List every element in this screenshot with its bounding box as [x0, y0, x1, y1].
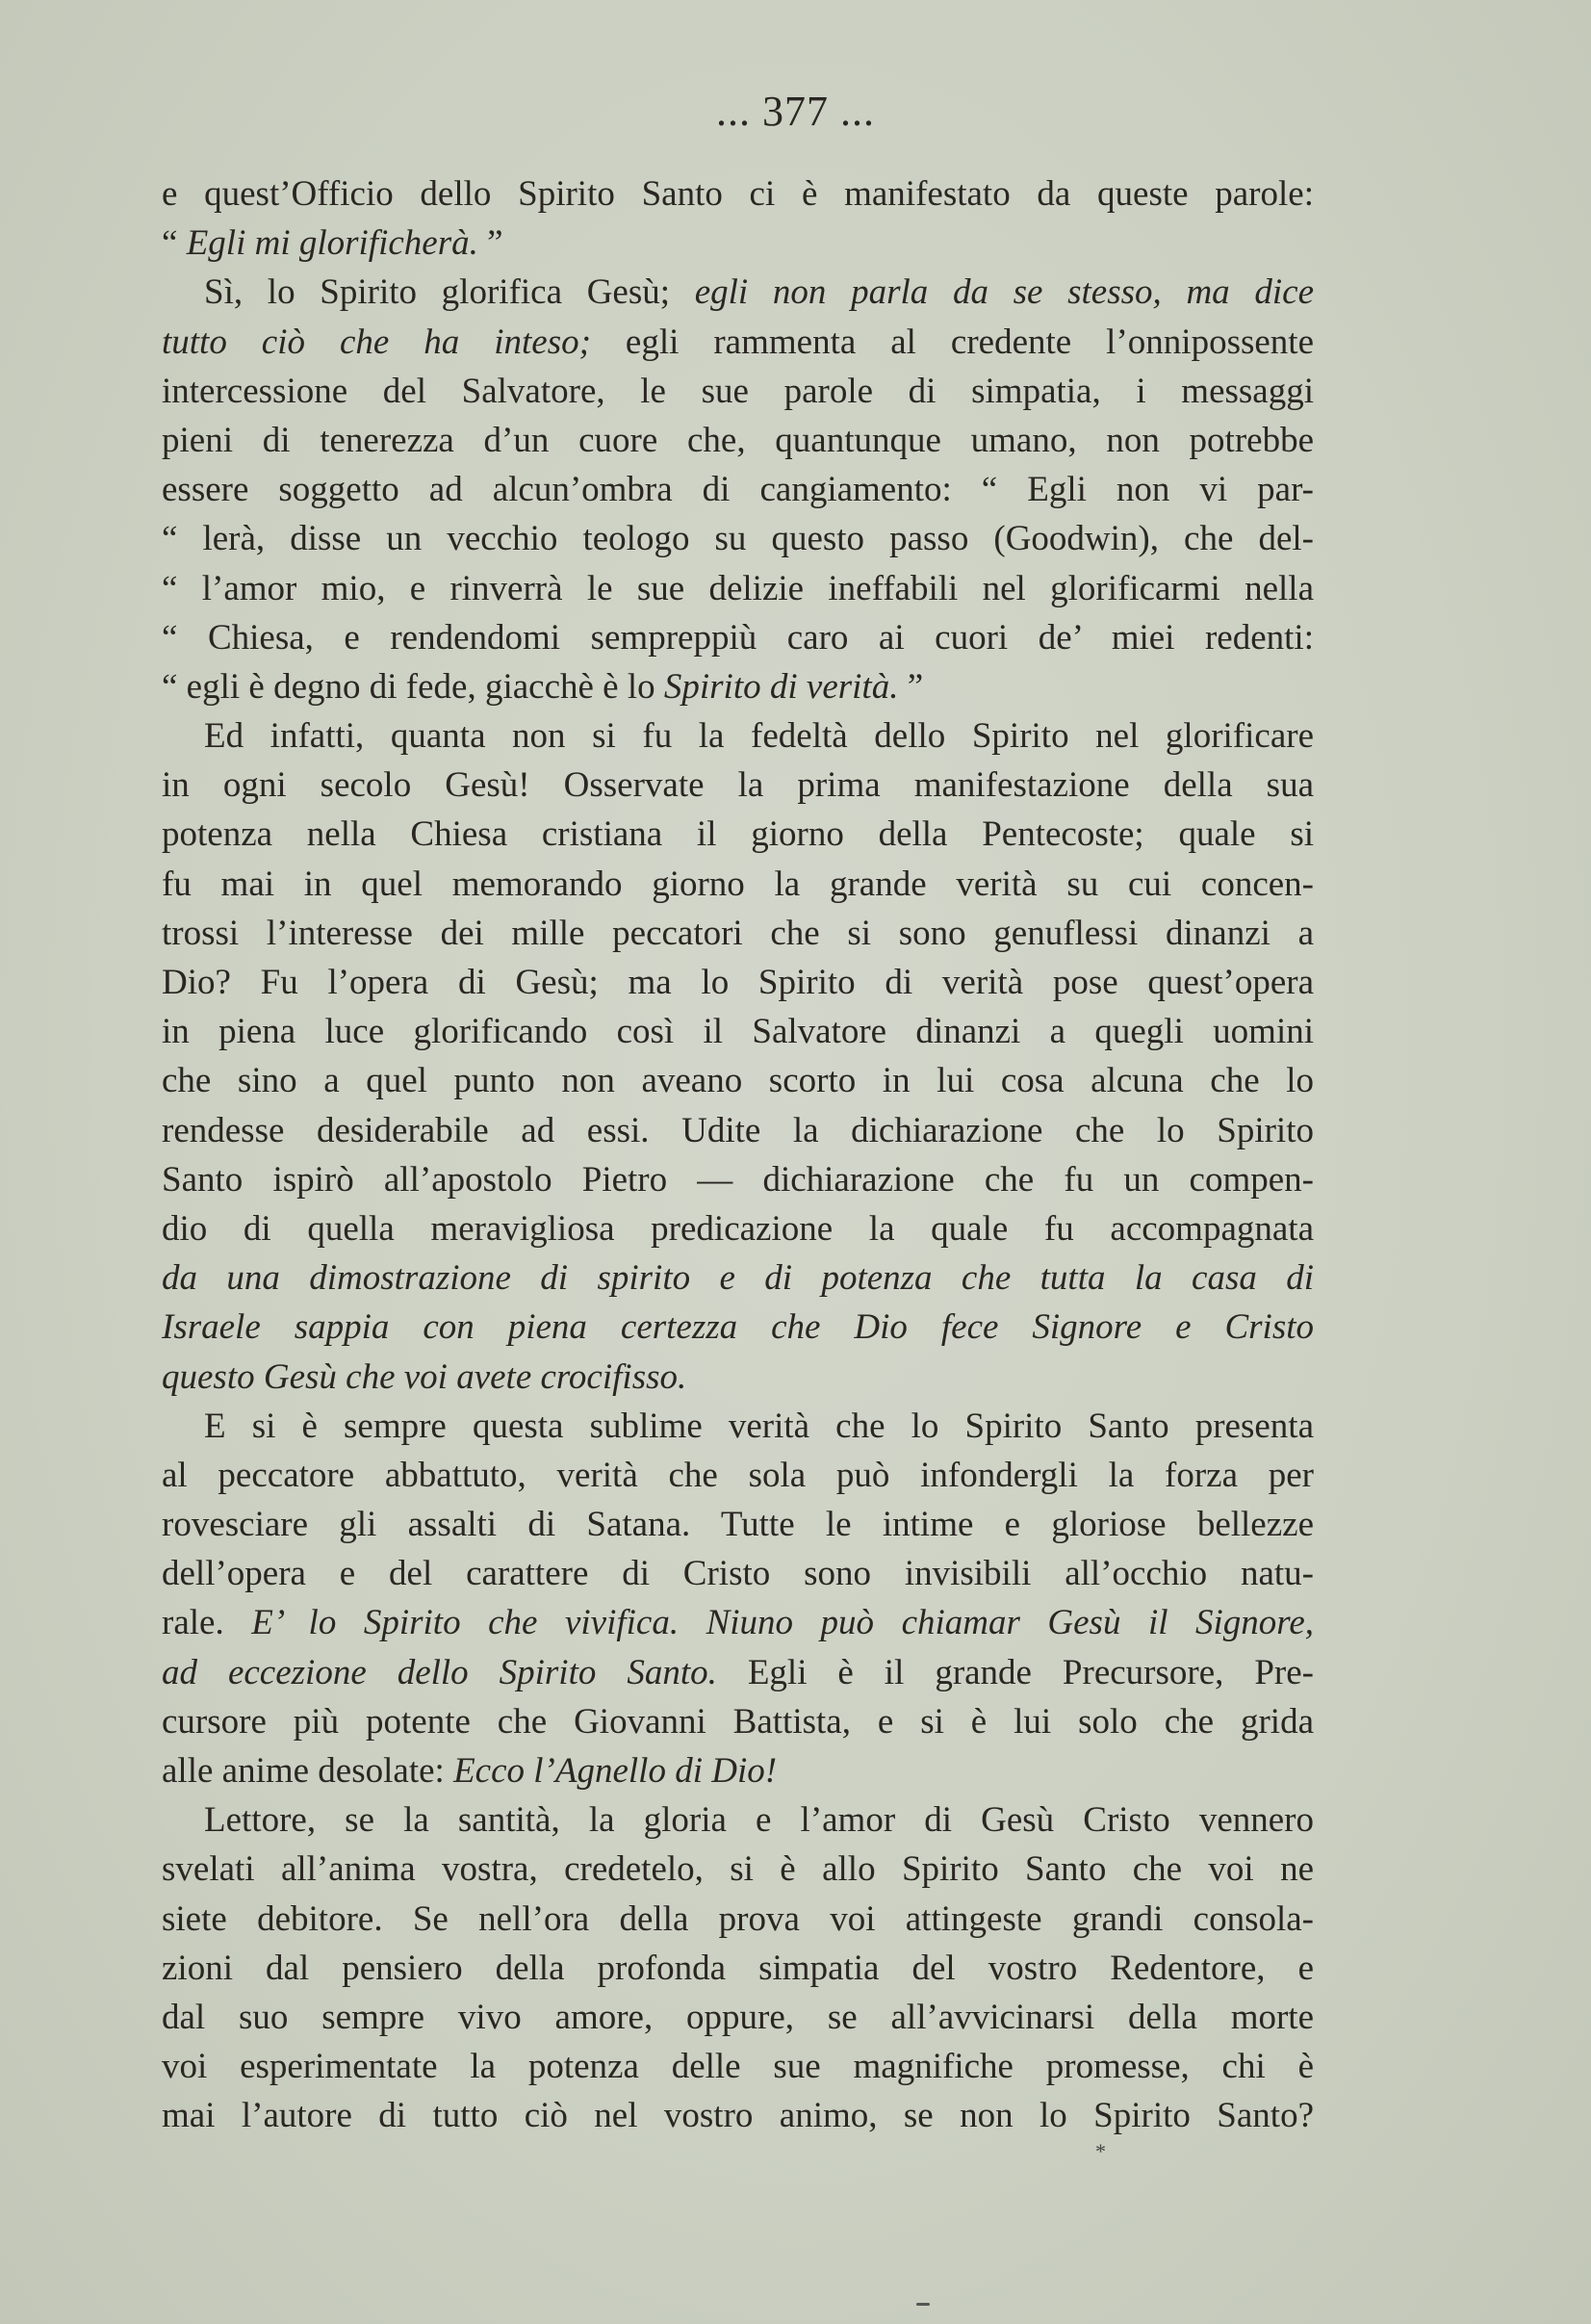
text-segment: dio di quella meravigliosa predicazione la quale fu accompagnata: [162, 1208, 1314, 1249]
text-segment: “ egli è degno di fede, giacchè è lo: [162, 666, 664, 707]
text-line: [162, 169, 1314, 219]
text-segment: essere soggetto ad alcun’ombra di cangiamento: “ Egli non vi par-: [162, 470, 1314, 510]
text-segment: rale.: [162, 1603, 252, 1643]
text-line: [162, 1303, 1314, 1352]
text-line: [162, 564, 1314, 613]
italic-text: tutto ciò che ha inteso;: [162, 322, 591, 362]
text-line: [162, 1746, 1314, 1795]
text-line: [162, 860, 1314, 909]
text-segment: trossi l’interesse dei mille peccatori che si sono genuflessi dinanzi a: [162, 913, 1314, 953]
text-segment: al peccatore abbattuto, verità che sola può infondergli la forza per: [162, 1455, 1314, 1495]
text-segment: zioni dal pensiero della profonda simpatia del vostro Redentore, e: [162, 1948, 1314, 1988]
paper-speck: [916, 2303, 930, 2306]
text-segment: in ogni secolo Gesù! Osservate la prima manifestazione della sua: [162, 765, 1314, 806]
text-line: [162, 416, 1314, 465]
text-segment: “ Chiesa, e rendendomi sempreppiù caro ai cuori de’ miei redenti:: [162, 617, 1314, 658]
italic-text: questo Gesù che voi avete crocifisso.: [162, 1356, 687, 1397]
italic-text: Spirito di verità.: [663, 666, 899, 707]
text-segment: voi esperimentate la potenza delle sue magnifiche promesse, chi è: [162, 2047, 1314, 2087]
text-line: [162, 367, 1314, 416]
text-segment: alle anime desolate:: [162, 1751, 454, 1791]
text-segment: siete debitore. Se nell’ora della prova voi attingeste grandi consola-: [162, 1898, 1314, 1939]
text-line: [162, 318, 1314, 367]
text-segment: ”: [898, 666, 924, 707]
text-segment: cursore più potente che Giovanni Battista, e si è lui solo che grida: [162, 1701, 1314, 1742]
italic-text: da una dimostrazione di spirito e di potenza che tutta la casa di: [162, 1258, 1314, 1299]
text-line: [162, 1500, 1314, 1549]
text-line: [162, 1155, 1314, 1204]
text-line: [162, 1451, 1314, 1500]
text-line: [162, 1993, 1314, 2042]
text-line: [162, 2042, 1314, 2091]
text-line: [162, 1795, 1314, 1845]
text-line: [162, 219, 1314, 268]
text-line: [162, 1106, 1314, 1155]
text-segment: che sino a quel punto non aveano scorto in lui cosa alcuna che lo: [162, 1061, 1314, 1101]
text-line: [162, 514, 1314, 563]
text-line: [162, 662, 1314, 711]
text-segment: e quest’Officio dello Spirito Santo ci è manifestato da queste parole:: [162, 174, 1314, 214]
text-line: [162, 1845, 1314, 1894]
page-number-header: ... 377 ...: [716, 88, 875, 135]
text-line: [162, 613, 1314, 662]
text-segment: fu mai in quel memorando giorno la grande verità su cui concen-: [162, 864, 1314, 904]
text-segment: Sì, lo Spirito glorifica Gesù;: [204, 272, 695, 313]
text-line: [162, 465, 1314, 514]
text-segment: “: [162, 223, 187, 264]
text-line: [162, 1895, 1314, 1944]
text-line: [162, 268, 1314, 317]
text-segment: Ed infatti, quanta non si fu la fedeltà dello Spirito nel glorificare: [204, 716, 1314, 757]
text-segment: E si è sempre questa sublime verità che lo Spirito Santo presenta: [204, 1406, 1314, 1446]
text-segment: Egli è il grande Precursore, Pre-: [716, 1652, 1314, 1692]
text-line: [162, 761, 1314, 810]
text-segment: potenza nella Chiesa cristiana il giorno della Pentecoste; quale si: [162, 814, 1314, 855]
text-line: [162, 958, 1314, 1007]
section-end-asterisk: *: [1095, 2139, 1106, 2163]
text-segment: svelati all’anima vostra, credetelo, si è allo Spirito Santo che voi ne: [162, 1849, 1314, 1890]
text-line: [162, 1944, 1314, 1993]
text-line: [162, 1204, 1314, 1253]
text-segment: Santo ispirò all’apostolo Pietro — dichiarazione che fu un compen-: [162, 1159, 1314, 1200]
text-segment: rovesciare gli assalti di Satana. Tutte le intime e gloriose bellezze: [162, 1505, 1314, 1545]
text-line: [162, 1353, 1314, 1402]
text-segment: Dio? Fu l’opera di Gesù; ma lo Spirito di verità pose quest’opera: [162, 963, 1314, 1002]
text-segment: “ lerà, disse un vecchio teologo su questo passo (Goodwin), che del-: [162, 519, 1314, 559]
text-line: [162, 1007, 1314, 1056]
text-segment: rendesse desiderabile ad essi. Udite la dichiarazione che lo Spirito: [162, 1110, 1314, 1150]
text-line: [162, 711, 1314, 761]
body-text: [162, 169, 1314, 2141]
italic-text: Egli mi glorificherà.: [186, 223, 478, 264]
text-line: [162, 2091, 1314, 2140]
italic-text: Israele sappia con piena certezza che Dio fece Signore e Cristo: [162, 1307, 1314, 1348]
text-line: [162, 1253, 1314, 1303]
italic-text: ad eccezione dello Spirito Santo.: [162, 1652, 717, 1692]
text-segment: mai l’autore di tutto ciò nel vostro animo, se non lo Spirito Santo?: [162, 2096, 1314, 2136]
text-line: [162, 1648, 1314, 1697]
text-line: [162, 1402, 1314, 1451]
text-line: [162, 810, 1314, 859]
italic-text: Ecco l’Agnello di Dio!: [453, 1751, 778, 1791]
text-segment: pieni di tenerezza d’un cuore che, quantunque umano, non potrebbe: [162, 420, 1314, 460]
italic-text: E’ lo Spirito che vivifica. Niuno può chiamar Gesù il Signore,: [251, 1603, 1314, 1643]
text-line: [162, 1056, 1314, 1105]
text-segment: dal suo sempre vivo amore, oppure, se all’avvicinarsi della morte: [162, 1997, 1314, 2037]
text-line: [162, 909, 1314, 958]
text-segment: Lettore, se la santità, la gloria e l’amor di Gesù Cristo vennero: [204, 1800, 1314, 1841]
italic-text: egli non parla da se stesso, ma dice: [694, 272, 1314, 313]
text-segment: “ l’amor mio, e rinverrà le sue delizie ineffabili nel glorificarmi nella: [162, 568, 1314, 608]
text-segment: in piena luce glorificando così il Salvatore dinanzi a quegli uomini: [162, 1012, 1314, 1052]
text-segment: dell’opera e del carattere di Cristo sono invisibili all’occhio natu-: [162, 1554, 1314, 1594]
text-line: [162, 1598, 1314, 1647]
text-line: [162, 1549, 1314, 1598]
text-line: [162, 1697, 1314, 1746]
text-segment: ”: [477, 223, 503, 264]
text-segment: egli rammenta al credente l’onnipossente: [590, 322, 1314, 362]
text-segment: intercessione del Salvatore, le sue parole di simpatia, i messaggi: [162, 371, 1314, 411]
